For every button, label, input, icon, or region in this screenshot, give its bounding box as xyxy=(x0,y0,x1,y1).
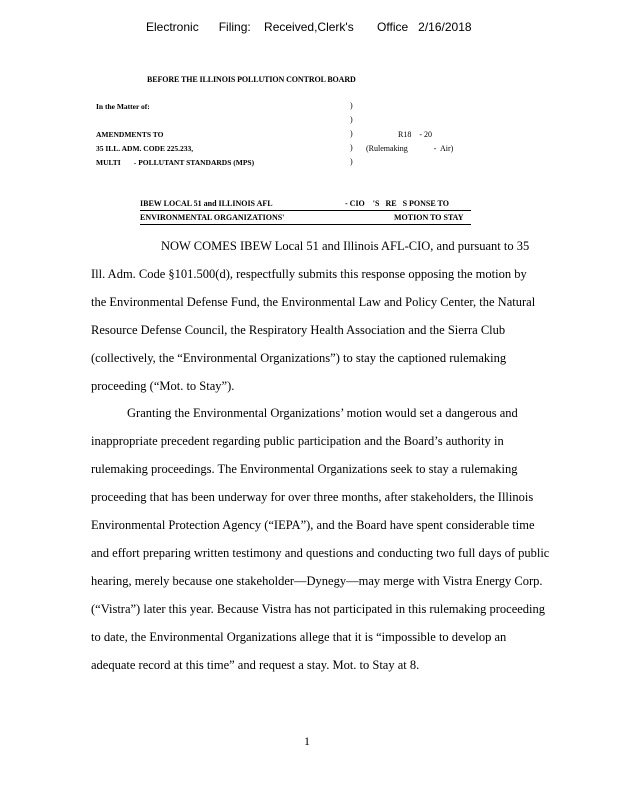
paragraph-2 xyxy=(91,399,591,679)
caption-paren: ) xyxy=(350,115,353,124)
in-the-matter-label: In the Matter of: xyxy=(96,102,150,111)
multi-pollutant-label: MULTI - POLLUTANT STANDARDS (MPS) xyxy=(96,158,255,167)
text-line: and effort preparing written testimony and questions and conducting two full days of public xyxy=(91,546,550,560)
text-line: (“Vistra”) later this year. Because Vistra has not participated in this rulemaking proceeding xyxy=(91,602,546,616)
text-line: hearing, merely because one stakeholder—Dynegy—may merge with Vistra Energy Corp. xyxy=(91,574,543,588)
response-title-right: MOTION TO STAY xyxy=(394,213,464,222)
text-line: rulemaking proceedings. The Environmental Organizations seek to stay a rulemaking xyxy=(91,462,518,476)
caption-paren: ) xyxy=(350,157,353,166)
text-line: proceeding that has been underway for over three months, after stakeholders, the Illinois xyxy=(91,490,534,504)
caption-paren: ) xyxy=(350,101,353,110)
docket-type: (Rulemaking - Air) xyxy=(366,144,454,153)
response-title-line2 xyxy=(140,212,471,225)
text-line: proceeding (“Mot. to Stay”). xyxy=(91,379,235,393)
response-title-right: - CIO 'S RE S PONSE TO xyxy=(345,199,449,208)
text-line: to date, the Environmental Organizations allege that it is “impossible to develop an xyxy=(91,630,507,644)
page-number: 1 xyxy=(304,734,310,748)
caption-paren: ) xyxy=(350,129,353,138)
response-title-left: IBEW LOCAL 51 and ILLINOIS AFL xyxy=(140,199,273,208)
text-line: Ill. Adm. Code §101.500(d), respectfully submits this response opposing the motion by xyxy=(91,267,527,281)
response-title-line1 xyxy=(140,199,471,211)
response-title-left: ENVIRONMENTAL ORGANIZATIONS' xyxy=(140,213,285,222)
text-line: Environmental Protection Agency (“IEPA”), and the Board have spent considerable time xyxy=(91,518,535,532)
paragraph-1 xyxy=(91,232,591,400)
text-line: (collectively, the “Environmental Organizations”) to stay the captioned rulemaking xyxy=(91,351,507,365)
text-line: the Environmental Defense Fund, the Environmental Law and Policy Center, the Natural xyxy=(91,295,536,309)
amendments-label: AMENDMENTS TO xyxy=(96,130,164,139)
efiling-header: Electronic Filing: Received,Clerk's Office 2/16/2018 xyxy=(146,20,472,34)
text-line: inappropriate precedent regarding public participation and the Board’s authority in xyxy=(91,434,504,448)
text-line: adequate record at this time” and request a stay. Mot. to Stay at 8. xyxy=(91,658,420,672)
text-line: Granting the Environmental Organizations’ motion would set a dangerous and xyxy=(127,406,518,420)
text-line: Resource Defense Council, the Respiratory Health Association and the Sierra Club xyxy=(91,323,506,337)
text-line: NOW COMES IBEW Local 51 and Illinois AFL-CIO, and pursuant to 35 xyxy=(161,239,530,253)
code-label: 35 ILL. ADM. CODE 225.233, xyxy=(96,144,194,153)
docket-number: R18 - 20 xyxy=(398,130,432,139)
caption-paren: ) xyxy=(350,143,353,152)
board-title: BEFORE THE ILLINOIS POLLUTION CONTROL BOARD xyxy=(147,75,356,84)
